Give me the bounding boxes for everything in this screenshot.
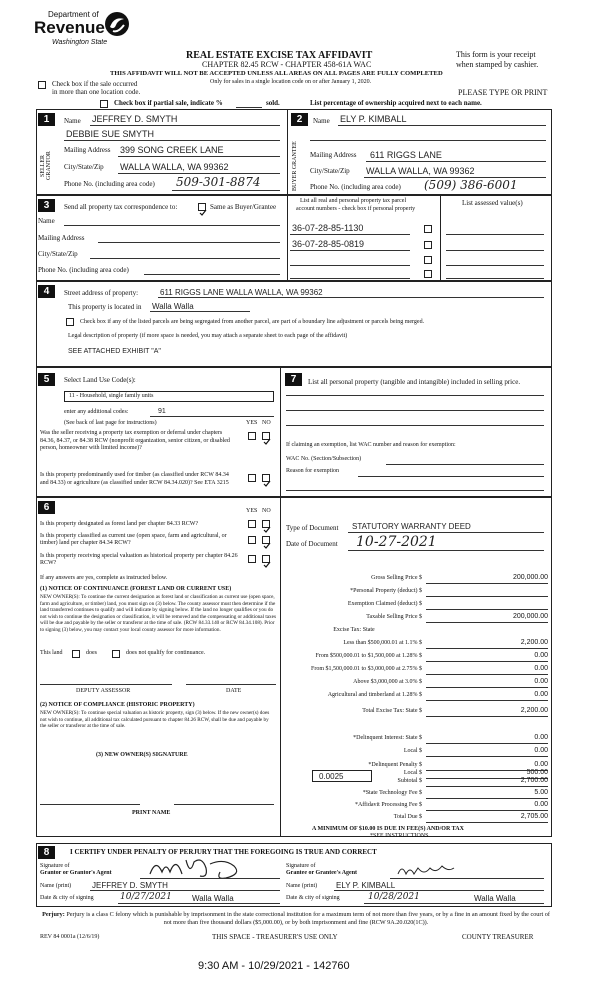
seller-phone-label: Phone No. (including area code) [64,180,155,188]
notice: THIS AFFIDAVIT WILL NOT BE ACCEPTED UNLESS ALL AREAS ON ALL PAGES ARE FULLY COMPLETED [110,70,443,77]
land-use-value: 11 - Household, single family units [69,393,154,399]
check-icon [263,526,271,534]
tax-row-value[interactable]: 2,705.00 [520,813,548,820]
grantor-print-label: Name (print) [40,883,72,889]
grantor-city[interactable]: Walla Walla [192,894,234,903]
land-does-checkbox[interactable] [72,650,80,658]
section-8-number: 8 [38,846,55,859]
tax-row-value[interactable]: 200,000.00 [512,613,548,620]
buyer-mailing[interactable]: 611 RIGGS LANE [370,150,442,160]
seller-name-2[interactable]: DEBBIE SUE SMYTH [66,129,155,139]
receipt-note-1: This form is your receipt [456,50,536,59]
no-header-5: NO [262,420,271,426]
print-name-label: PRINT NAME [132,810,171,816]
send-correspondence-label: Send all property tax correspondence to: [64,203,178,211]
sec6-q3-no[interactable] [262,555,270,563]
partial-sold-label: sold. [266,99,280,107]
tax-row-label: Local $ [403,748,422,754]
doc-type[interactable]: STATUTORY WARRANTY DEED [352,522,471,531]
seller-city[interactable]: WALLA WALLA, WA 99362 [120,162,229,172]
sec6-question-3: Is this property receiving special valuation as historical property per chapter 84.26 RCW? [40,553,238,566]
partial-sale-label: Check box if partial sale, indicate % [114,99,223,107]
multi-location-label-1: Check box if the sale occurred [52,80,138,88]
local-rate: 0.0025 [319,772,344,781]
multi-location-label-2: in more than one location code. [52,88,141,96]
sec5-q1-yes[interactable] [248,432,256,440]
grantor-print-name[interactable]: JEFFREY D. SMYTH [92,881,168,890]
recording-stamp: 9:30 AM - 10/29/2021 - 142760 [198,960,350,972]
grantee-signature[interactable] [396,862,456,878]
sec5-q2-no[interactable] [262,474,270,482]
parcel-2[interactable]: 36-07-28-85-0819 [292,239,365,249]
type-print-note: PLEASE TYPE OR PRINT [458,88,548,97]
yes-header-5: YES [246,420,258,426]
notice2-body: NEW OWNER(S): To continue special valuation as historic property, sign (3) below. If the new owner(s) does not wish to continue, all additional tax calculated pursuant to chapter 84.26 RCW, shall be due and payable by the seller or transferor at the time of sale. [40,710,270,730]
tax-row-label: Excise Tax: State [333,627,375,633]
doc-date[interactable]: 10-27-2021 [356,534,437,550]
dept-line3: Washington State [52,39,108,46]
check-icon [263,438,271,446]
perjury-label: Perjury: [42,911,65,918]
form-subtitle: CHAPTER 82.45 RCW - CHAPTER 458-61A WAC [202,60,372,69]
grantor-sig-label-1: Signature of [40,863,70,869]
no-header-6: NO [262,508,271,514]
parcel-2-personal-checkbox[interactable] [424,241,432,249]
sec6-q1-no[interactable] [262,520,270,528]
check-icon [263,542,271,550]
sec5-question-2: Is this property predominantly used for timber (as classified under RCW 84.34 and 84.33) or agriculture (as classified under RCW 84.34.020)? See ETA 3215 [40,472,229,486]
sec6-instructions: If any answers are yes, complete as instructed below. [40,575,168,581]
tax-row-label: Agricultural and timberland at 1.28% $ [327,692,422,698]
seller-mailing[interactable]: 399 SONG CREEK LANE [120,145,224,155]
tax-row-label: Exemption Claimed (deduct) $ [347,601,422,607]
doc-type-label: Type of Document [286,524,339,532]
dor-swirl-icon [104,11,130,37]
segregated-checkbox[interactable] [66,318,74,326]
corr-phone-label: Phone No. (including area code) [38,266,129,274]
section-1-number: 1 [38,113,55,126]
tax-row-label: Subtotal $ [397,778,422,784]
tax-row-label: Total Due $ [393,814,422,820]
grantee-print-label: Name (print) [286,883,318,889]
seller-city-label: City/State/Zip [64,163,104,171]
parcel-1-personal-checkbox[interactable] [424,225,432,233]
tax-row-value[interactable]: 2,700.00 [520,777,548,784]
segregated-label: Check box if any of the listed parcels are being segregated from another parcel, are part of a boundary line adjustment or parcels being merged. [80,319,425,325]
buyer-mailing-label: Mailing Address [310,151,357,159]
notice1-title: (1) NOTICE OF CONTINUANCE (FOREST LAND OR CURRENT USE) [40,586,232,592]
check-icon [199,209,207,217]
section-5-number: 5 [38,373,55,386]
buyer-name-label: Name [313,117,330,125]
buyer-phone-label: Phone No. (including area code) [310,183,401,191]
street-label: Street address of property: [64,289,139,297]
new-owner-sig-label: (3) NEW OWNER(S) SIGNATURE [96,752,188,758]
land-does-not-label: does not qualify for continuance. [126,650,206,656]
seller-side-label: SELLER GRANTOR [40,151,52,181]
same-as-buyer-checkbox[interactable] [198,203,206,211]
corr-mailing-label: Mailing Address [38,234,85,242]
deputy-date-label: DATE [226,688,242,694]
county-treasurer: COUNTY TREASURER [462,933,534,941]
tax-row-value[interactable]: 200,000.00 [512,574,548,581]
grantee-city[interactable]: Walla Walla [474,894,516,903]
grantor-date[interactable]: 10/27/2021 [120,892,172,902]
grantor-sig-label-2: Grantor or Grantor's Agent [40,870,112,876]
certify-text: I CERTIFY UNDER PENALTY OF PERJURY THAT THE FOREGOING IS TRUE AND CORRECT [70,848,377,856]
section-4-number: 4 [38,285,55,298]
tax-row-label: *Affidavit Processing Fee $ [354,802,422,808]
buyer-city-label: City/State/Zip [310,167,350,175]
grantor-date-city-label: Date & city of signing [40,895,94,901]
tax-row-label: Less than $500,000.01 at 1.1% $ [343,640,422,646]
tax-row-value[interactable]: 0.00 [534,678,548,685]
partial-percent-line[interactable] [236,107,262,108]
land-use-select[interactable] [64,391,274,402]
see-instructions: *SEE INSTRUCTIONS [370,833,429,839]
dept-line1: Department of [48,10,99,19]
check-icon [263,480,271,488]
treasurer-space: THIS SPACE - TREASURER'S USE ONLY [212,933,338,941]
doc-date-label: Date of Document [286,540,338,548]
street-address[interactable]: 611 RIGGS LANE WALLA WALLA, WA 99362 [160,288,323,297]
parcel-1[interactable]: 36-07-28-85-1130 [292,223,364,233]
located-label: This property is located in [68,303,142,311]
section-2-number: 2 [291,113,308,126]
tax-row-value[interactable]: 0.00 [534,801,548,808]
notice1-body: NEW OWNER(S): To continue the current designation as forest land or classification as current use (open space, farm and agriculture, or timber) land, you must sign on (3) below. The county assessor must then determine if the land transferred continues to qualify and will indicate by signing below. If the land no longer qualifies or you do not wish to continue the designation or classification, it will be removed and the compensating or additional taxes will be due and payable by the seller or transferor at the time of sale. (RCW 84.33.140 or RCW 84.34.108). Prior to signing (3) below, you may contact your local county assessor for more information. [40,594,276,633]
wac-label: WAC No. (Section/Subsection) [286,456,362,462]
personal-property-label: List all personal property (tangible and intangible) included in selling price. [308,378,521,386]
legal-label: Legal description of property (if more space is needed, you may attach a separate sheet to each page of the affidavit) [68,333,348,339]
tax-row-value[interactable]: 0.00 [534,734,548,741]
form-revision: REV 84 0001a (12/6/19) [40,934,100,940]
parcel-3-personal-checkbox[interactable] [424,256,432,264]
local-rate-box[interactable] [312,770,372,782]
partial-sale-checkbox[interactable] [100,100,108,108]
grantee-print-name[interactable]: ELY P. KIMBALL [336,881,396,890]
check-icon [263,561,271,569]
seller-mailing-label: Mailing Address [64,146,111,154]
dor-logo [34,8,134,58]
grantee-date-city-label: Date & city of signing [286,895,340,901]
sec6-q2-no[interactable] [262,536,270,544]
tax-row-value[interactable]: 0.00 [534,691,548,698]
see-back-note: (See back of last page for instructions) [64,420,157,426]
tax-row-label: Above $3,000,000 at 3.0% $ [353,679,422,685]
notice2-title: (2) NOTICE OF COMPLIANCE (HISTORIC PROPERTY) [40,702,195,708]
tax-row-label: Total Excise Tax: State $ [362,708,422,714]
tax-row-value[interactable]: 0.00 [534,761,548,768]
grantor-signature[interactable] [146,854,256,880]
corr-name-label: Name [38,217,55,225]
tax-row-value[interactable]: 0.00 [534,665,548,672]
land-does-not-checkbox[interactable] [112,650,120,658]
located-county[interactable]: Walla Walla [152,302,194,311]
form-title: REAL ESTATE EXCISE TAX AFFIDAVIT [186,50,373,61]
yes-header-6: YES [246,508,258,514]
same-as-buyer-label: Same as Buyer/Grantee [210,203,277,211]
tax-row-value[interactable]: 500.00 [526,769,548,776]
tax-row-label: *Delinquent Interest: State $ [353,735,422,741]
section-3-number: 3 [38,199,55,212]
sec6-q1-yes[interactable] [248,520,256,528]
legal-description[interactable]: SEE ATTACHED EXHIBIT "A" [68,348,161,355]
multi-location-checkbox[interactable] [38,81,46,89]
parcel-header-2: account numbers - check box if personal property [296,206,416,212]
tax-row-value[interactable]: 0.00 [534,747,548,754]
sec6-question-1: Is this property designated as forest land per chapter 84.33 RCW? [40,521,199,527]
sec6-question-2: Is this property classified as current use (open space, farm and agricultural, or timber) land per chapter 84.34 RCW? [40,533,227,546]
tax-minimum: A MINIMUM OF $10.00 IS DUE IN FEE(S) AND/OR TAX [312,826,464,832]
seller-phone[interactable]: 509-301-8874 [176,175,261,189]
tax-row-label: From $1,500,000.01 to $3,000,000 at 2.75% $ [311,666,422,672]
tax-row-label: Gross Selling Price $ [371,575,422,581]
buyer-side-label: BUYER GRANTEE [292,141,298,191]
grantee-sig-label-1: Signature of [286,863,316,869]
tax-row-value[interactable]: 2,200.00 [520,639,548,646]
sec5-q2-yes[interactable] [248,474,256,482]
seller-name-label: Name [64,117,81,125]
exemption-claim-label: If claiming an exemption, list WAC number and reason for exemption: [286,442,456,448]
reason-label: Reason for exemption [286,468,339,474]
tax-row-label: From $500,000.01 to $1,500,000 at 1.28% $ [315,653,422,659]
sec5-q1-no[interactable] [262,432,270,440]
buyer-city[interactable]: WALLA WALLA, WA 99362 [366,166,475,176]
grantee-date[interactable]: 10/28/2021 [368,892,420,902]
land-does-label: does [86,650,97,656]
section-7-number: 7 [285,373,302,386]
this-land-label: This land [40,650,63,656]
section-6-number: 6 [38,501,55,514]
receipt-note-2: when stamped by cashier. [456,60,539,69]
perjury-text: Perjury is a class C felony which is punishable by imprisonment in the state correctional institution for a maximum term of not more than five years, or by a fine in an amount fixed by the court of not more than five thousand dollars ($5,000.00), or by both imprisonment and fine (RCW 9A.20.020(1C)). [66,911,550,926]
tax-row-value[interactable]: 0.00 [534,652,548,659]
tax-row-value[interactable]: 2,200.00 [520,707,548,714]
assessed-header: List assessed value(s) [462,199,523,207]
tax-row-label: Taxable Selling Price $ [366,614,422,620]
parcel-header-1: List all real and personal property tax parcel [300,198,407,204]
perjury-statement [40,911,552,927]
deputy-assessor-label: DEPUTY ASSESSOR [76,688,131,694]
sec6-q3-yes[interactable] [248,555,256,563]
dept-line2: Revenue [34,18,105,37]
ownership-note: List percentage of ownership acquired next to each name. [310,99,482,107]
tax-row-label: *Personal Property (deduct) $ [350,588,422,594]
seller-name-1[interactable]: JEFFREY D. SMYTH [92,114,178,124]
land-use-label: Select Land Use Code(s): [64,376,136,384]
parcel-4-personal-checkbox[interactable] [424,270,432,278]
corr-city-label: City/State/Zip [38,250,78,258]
buyer-name-1[interactable]: ELY P. KIMBALL [340,114,407,124]
tax-row-label: *Delinquent Penalty $ [368,762,422,768]
sec6-q2-yes[interactable] [248,536,256,544]
tax-row-value[interactable]: 5.00 [534,789,548,796]
tax-row-label: Local $ [403,770,422,776]
buyer-phone[interactable]: (509) 386-6001 [424,178,518,192]
sec5-question-1: Was the seller receiving a property tax exemption or deferral under chapters 84.36, 84.37, or 84.38 RCW (nonprofit organization, senior citizen, or disabled person, homeowner with limited income)? [40,430,230,451]
notice-small: Only for sales in a single location code on or after January 1, 2020. [210,79,372,85]
tax-row-label: *State Technology Fee $ [362,790,422,796]
additional-codes[interactable]: 91 [158,408,166,415]
additional-codes-label: enter any additional codes: [64,409,129,415]
grantee-sig-label-2: Grantee or Grantee's Agent [286,870,358,876]
